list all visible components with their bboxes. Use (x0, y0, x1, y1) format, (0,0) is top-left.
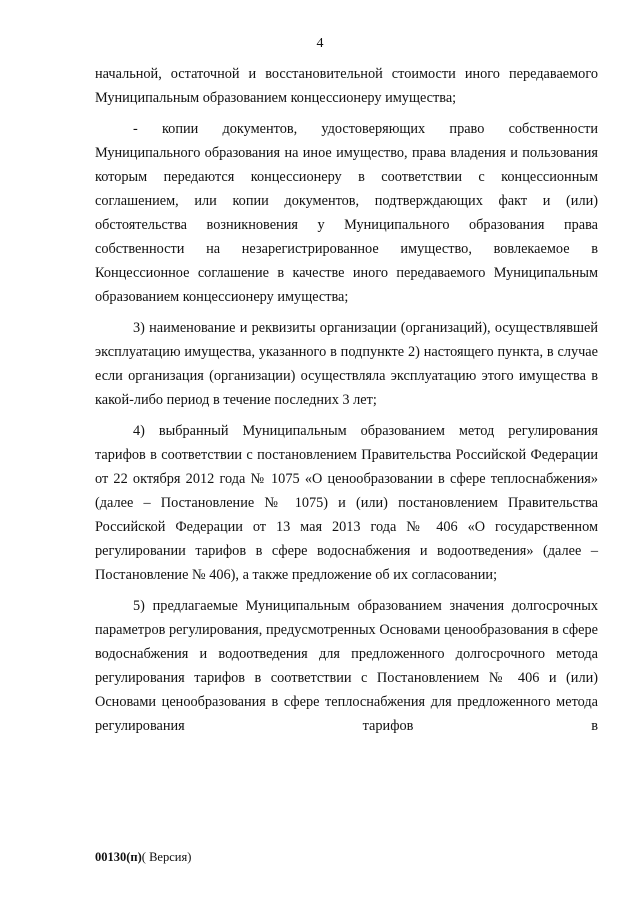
page-number: 4 (316, 36, 324, 51)
paragraph-item-3: 3) наименование и реквизиты организации (организаций), осуществлявшей эксплуатацию имущества, указанного в подпункте 2) настоящего пункта, в случае если организация (организации) осуществляла эксплуатацию этого имущества в какой-либо период в течение последних 3 лет; (95, 320, 598, 408)
paragraph-list-item-copies: - копии документов, удостоверяющих право собственности Муниципального образования на иное имущество, права владения и пользования которым передаются концессионеру в соответствии с концессионным соглашением, или копии документов, подтверждающих факт и (или) обстоятельства возникновения у Муниципального образования права собственности на незарегистрированное имущество, вовлекаемое в Концессионное соглашение в качестве иного передаваемого Муниципальным образованием концессионеру имущества; (95, 121, 598, 305)
footer-version: ( Версия) (141, 850, 192, 864)
footer-code: 00130(п) (95, 850, 142, 864)
paragraph-item-4: 4) выбранный Муниципальным образованием метод регулирования тарифов в соответствии с постановлением Правительства Российской Федерации от 22 октября 2012 года № 1075 «О ценообразовании в сфере теплоснабжения» (далее – Постановление № 1075) и (или) постановлением Правительства Российской Федерации от 13 мая 2013 года № 406 «О государственном регулировании тарифов в сфере водоснабжения и водоотведения» (далее – Постановление № 406), а также предложение об их согласовании; (95, 423, 598, 583)
paragraph-continuation: начальной, остаточной и восстановительной стоимости иного передаваемого Муниципальным образованием концессионеру имущества; (95, 66, 598, 106)
document-body (95, 62, 598, 745)
paragraph-item-5: 5) предлагаемые Муниципальным образованием значения долгосрочных параметров регулирования, предусмотренных Основами ценообразования в сфере водоснабжения и водоотведения для предложенного долгосрочного метода регулирования тарифов в соответствии с Постановлением № 406 и (или) Основами ценообразования в сфере теплоснабжения для предложенного метода регулирования тарифов в (95, 598, 598, 734)
document-footer (95, 850, 191, 865)
